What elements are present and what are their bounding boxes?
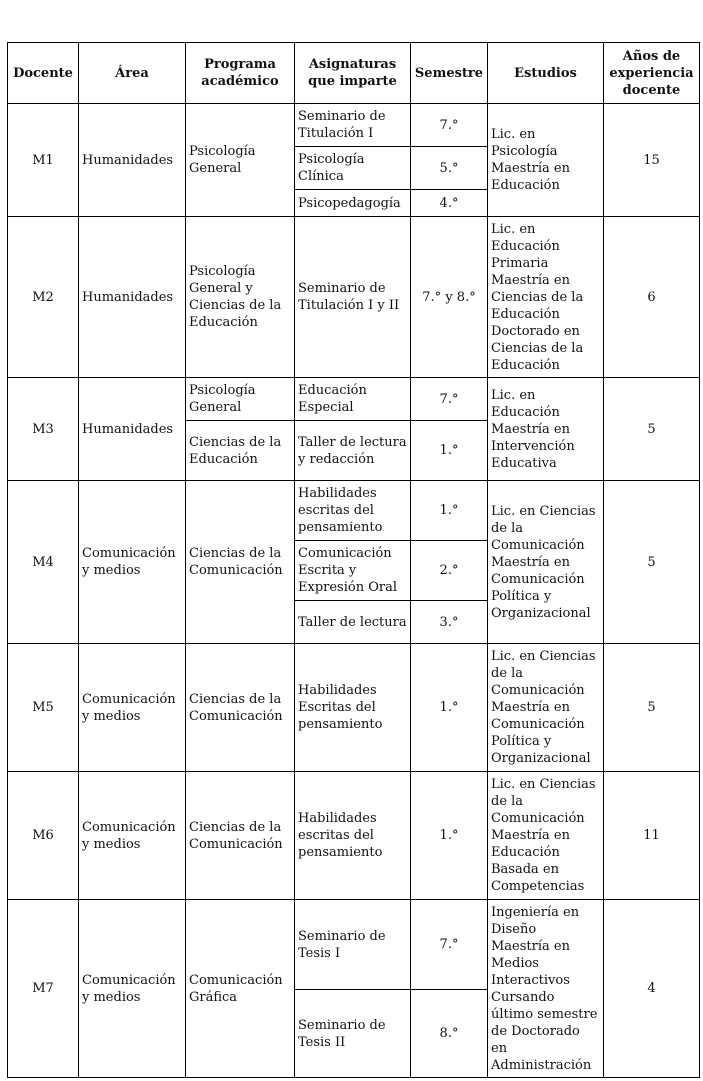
estudios-cell: Lic. en Ciencias de la Comunicación Maestría en Comunicación Política y Organizacional	[488, 644, 604, 772]
semestre-cell: 7.°	[411, 104, 488, 147]
docente-cell: M1	[8, 104, 79, 217]
table-row	[8, 217, 700, 378]
semestre-cell: 4.°	[411, 190, 488, 217]
programa-cell: Psicología General y Ciencias de la Educación	[186, 217, 295, 378]
area-cell: Comunicación y medios	[79, 644, 186, 772]
semestre-cell: 1.°	[411, 644, 488, 772]
asignatura-cell: Seminario de Tesis II	[295, 990, 411, 1078]
header-semestre: Semestre	[411, 43, 488, 104]
anios-cell: 5	[604, 378, 700, 481]
table-row	[8, 900, 700, 990]
estudios-cell: Lic. en Psicología Maestría en Educación	[488, 104, 604, 217]
docente-cell: M4	[8, 481, 79, 644]
asignatura-cell: Seminario de Tesis I	[295, 900, 411, 990]
asignatura-cell: Seminario de Titulación I	[295, 104, 411, 147]
area-cell: Humanidades	[79, 378, 186, 481]
programa-cell: Ciencias de la Comunicación	[186, 772, 295, 900]
estudios-cell: Lic. en Educación Maestría en Intervención Educativa	[488, 378, 604, 481]
asignatura-cell: Psicología Clínica	[295, 147, 411, 190]
header-area: Área	[79, 43, 186, 104]
estudios-cell: Lic. en Ciencias de la Comunicación Maestría en Educación Basada en Competencias	[488, 772, 604, 900]
semestre-cell: 7.° y 8.°	[411, 217, 488, 378]
anios-cell: 4	[604, 900, 700, 1078]
area-cell: Comunicación y medios	[79, 772, 186, 900]
anios-cell: 11	[604, 772, 700, 900]
docente-cell: M6	[8, 772, 79, 900]
estudios-cell: Ingeniería en Diseño Maestría en Medios Interactivos Cursando último semestre de Doctorado en Administración	[488, 900, 604, 1078]
asignatura-cell: Habilidades Escritas del pensamiento	[295, 644, 411, 772]
asignatura-cell: Comunicación Escrita y Expresión Oral	[295, 541, 411, 601]
estudios-cell: Lic. en Educación Primaria Maestría en Ciencias de la Educación Doctorado en Ciencias de la Educación	[488, 217, 604, 378]
table-row	[8, 104, 700, 147]
docente-cell: M2	[8, 217, 79, 378]
anios-cell: 5	[604, 644, 700, 772]
semestre-cell: 7.°	[411, 900, 488, 990]
semestre-cell: 2.°	[411, 541, 488, 601]
semestre-cell: 1.°	[411, 772, 488, 900]
programa-cell: Psicología General	[186, 378, 295, 421]
area-cell: Comunicación y medios	[79, 900, 186, 1078]
table-row	[8, 772, 700, 900]
table-row	[8, 644, 700, 772]
docente-cell: M5	[8, 644, 79, 772]
area-cell: Humanidades	[79, 104, 186, 217]
programa-cell: Comunicación Gráfica	[186, 900, 295, 1078]
semestre-cell: 5.°	[411, 147, 488, 190]
teachers-table	[7, 42, 700, 1078]
area-cell: Humanidades	[79, 217, 186, 378]
programa-cell: Ciencias de la Comunicación	[186, 481, 295, 644]
header-anios: Años de experiencia docente	[604, 43, 700, 104]
asignatura-cell: Educación Especial	[295, 378, 411, 421]
programa-cell: Ciencias de la Comunicación	[186, 644, 295, 772]
programa-cell: Ciencias de la Educación	[186, 421, 295, 481]
header-programa: Programa académico	[186, 43, 295, 104]
asignatura-cell: Psicopedagogía	[295, 190, 411, 217]
docente-cell: M3	[8, 378, 79, 481]
anios-cell: 15	[604, 104, 700, 217]
table-row	[8, 481, 700, 541]
asignatura-cell: Habilidades escritas del pensamiento	[295, 772, 411, 900]
asignatura-cell: Seminario de Titulación I y II	[295, 217, 411, 378]
asignatura-cell: Habilidades escritas del pensamiento	[295, 481, 411, 541]
semestre-cell: 3.°	[411, 601, 488, 644]
programa-cell: Psicología General	[186, 104, 295, 217]
header-estudios: Estudios	[488, 43, 604, 104]
header-row	[8, 43, 700, 104]
area-cell: Comunicación y medios	[79, 481, 186, 644]
asignatura-cell: Taller de lectura y redacción	[295, 421, 411, 481]
anios-cell: 6	[604, 217, 700, 378]
estudios-cell: Lic. en Ciencias de la Comunicación Maestría en Comunicación Política y Organizacional	[488, 481, 604, 644]
semestre-cell: 1.°	[411, 421, 488, 481]
header-asignaturas: Asignaturas que imparte	[295, 43, 411, 104]
header-docente: Docente	[8, 43, 79, 104]
semestre-cell: 8.°	[411, 990, 488, 1078]
docente-cell: M7	[8, 900, 79, 1078]
table-row	[8, 378, 700, 421]
asignatura-cell: Taller de lectura	[295, 601, 411, 644]
anios-cell: 5	[604, 481, 700, 644]
semestre-cell: 1.°	[411, 481, 488, 541]
semestre-cell: 7.°	[411, 378, 488, 421]
